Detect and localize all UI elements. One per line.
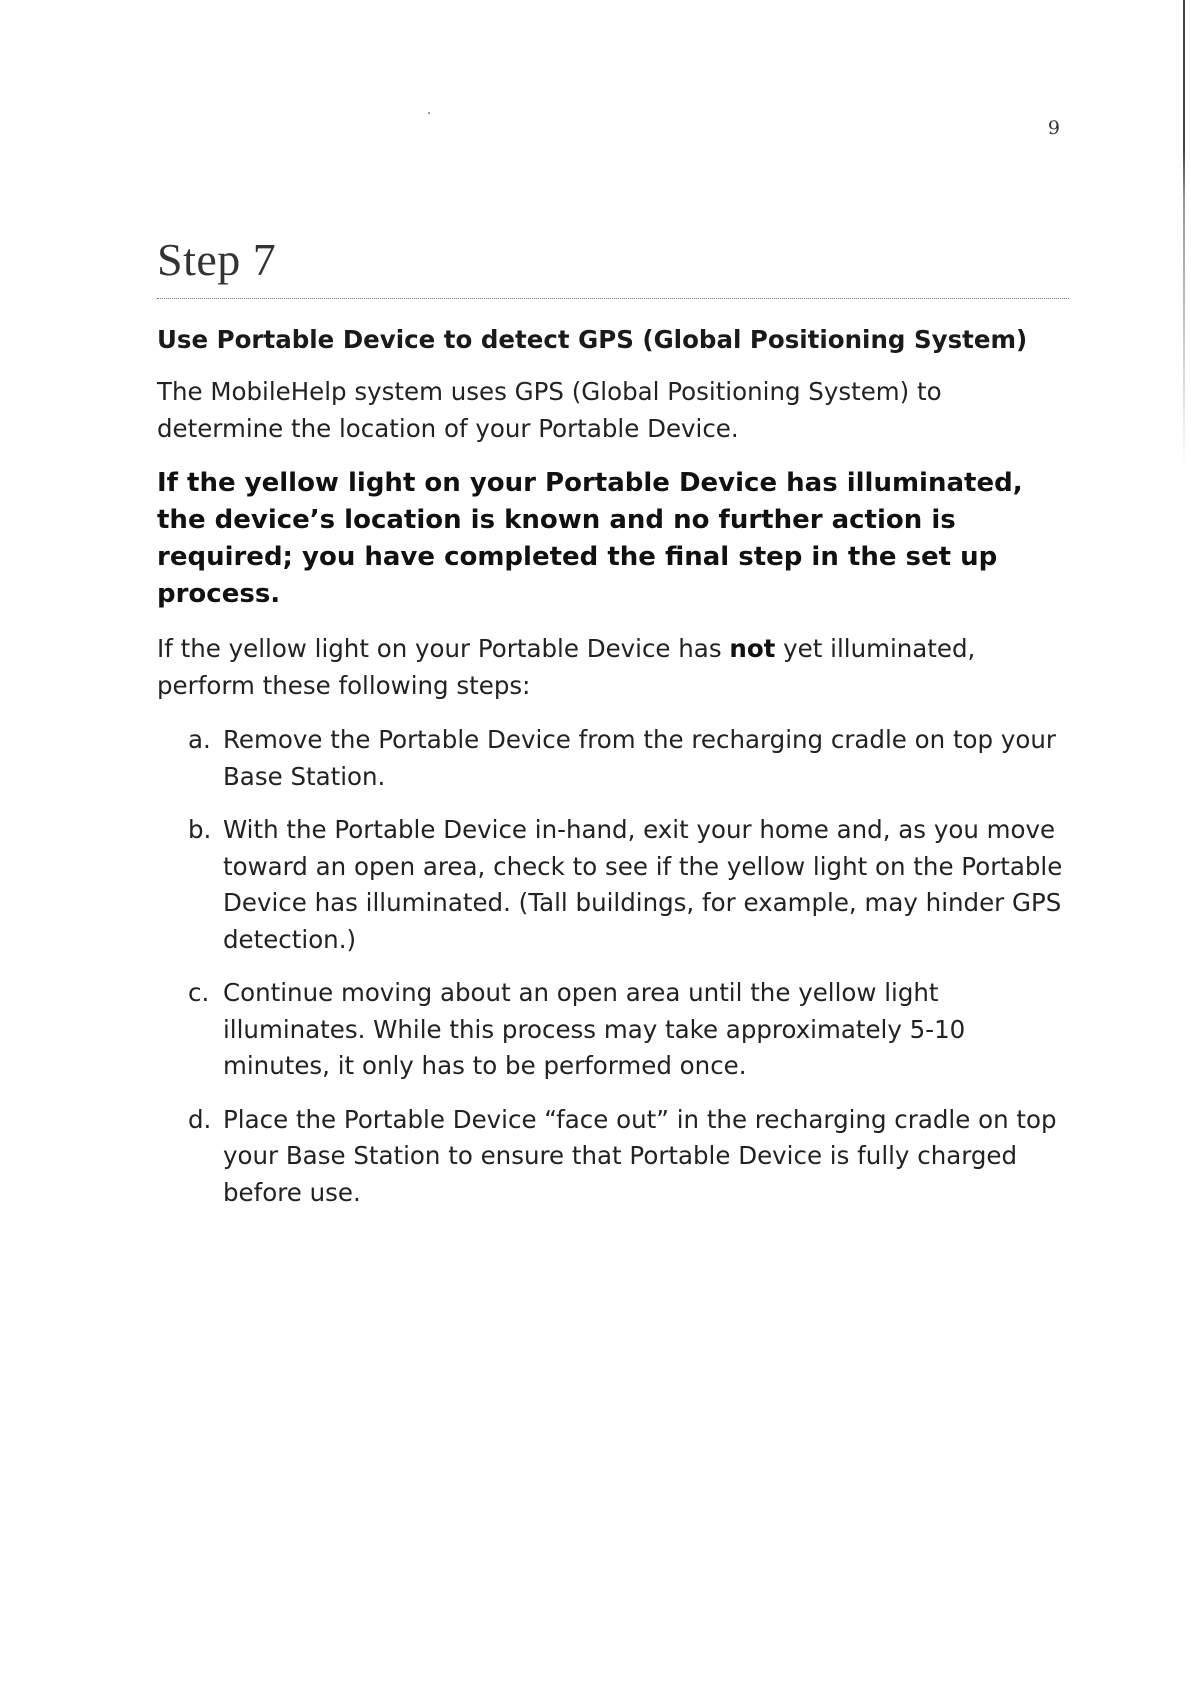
intro-paragraph: The MobileHelp system uses GPS (Global Positioning System) to determine the location of your Portable Device. [157, 377, 942, 443]
list-item-text: Continue moving about an open area until the yellow light illuminates. While this process may take approximately 5-10 minutes, it only has to be performed once. [223, 978, 966, 1080]
page-number: 9 [1047, 117, 1060, 139]
conditional-emphasis: not [729, 634, 776, 663]
scan-edge-shadow [1183, 0, 1185, 470]
list-item [157, 975, 1067, 1085]
list-item-text: With the Portable Device in-hand, exit your home and, as you move toward an open area, check to see if the yellow light on the Portable Device has illuminated. (Tall buildings, for example, may hinder GPS detection.) [223, 815, 1063, 954]
list-item-text: Remove the Portable Device from the recharging cradle on top your Base Station. [223, 725, 1056, 791]
list-item [157, 812, 1067, 958]
list-item [157, 1102, 1067, 1212]
scan-speck [428, 112, 430, 114]
list-item-marker: a. [188, 725, 211, 754]
list-item-marker: d. [188, 1104, 212, 1134]
conditional-text-before: If the yellow light on your Portable Device has [157, 634, 730, 663]
list-item [157, 722, 1067, 795]
bold-notice: If the yellow light on your Portable Device has illuminated, the device’s location is known and no further action is required; you have completed the final step in the set up process. [157, 468, 1023, 609]
section-heading: Use Portable Device to detect GPS (Global Positioning System) [157, 325, 1028, 354]
conditional-paragraph [157, 631, 1067, 704]
steps-list [157, 722, 1067, 1211]
title-divider [157, 298, 1069, 299]
list-item-text: Place the Portable Device “face out” in the recharging cradle on top your Base Station to ensure that Portable Device is fully charged before use. [223, 1104, 1057, 1207]
conditional-text-after: yet illuminated, perform these following steps: [157, 634, 976, 700]
list-item-marker: b. [188, 815, 212, 844]
step-content [157, 322, 1067, 1228]
step-title: Step 7 [157, 234, 277, 285]
list-item-marker: c. [188, 978, 210, 1007]
